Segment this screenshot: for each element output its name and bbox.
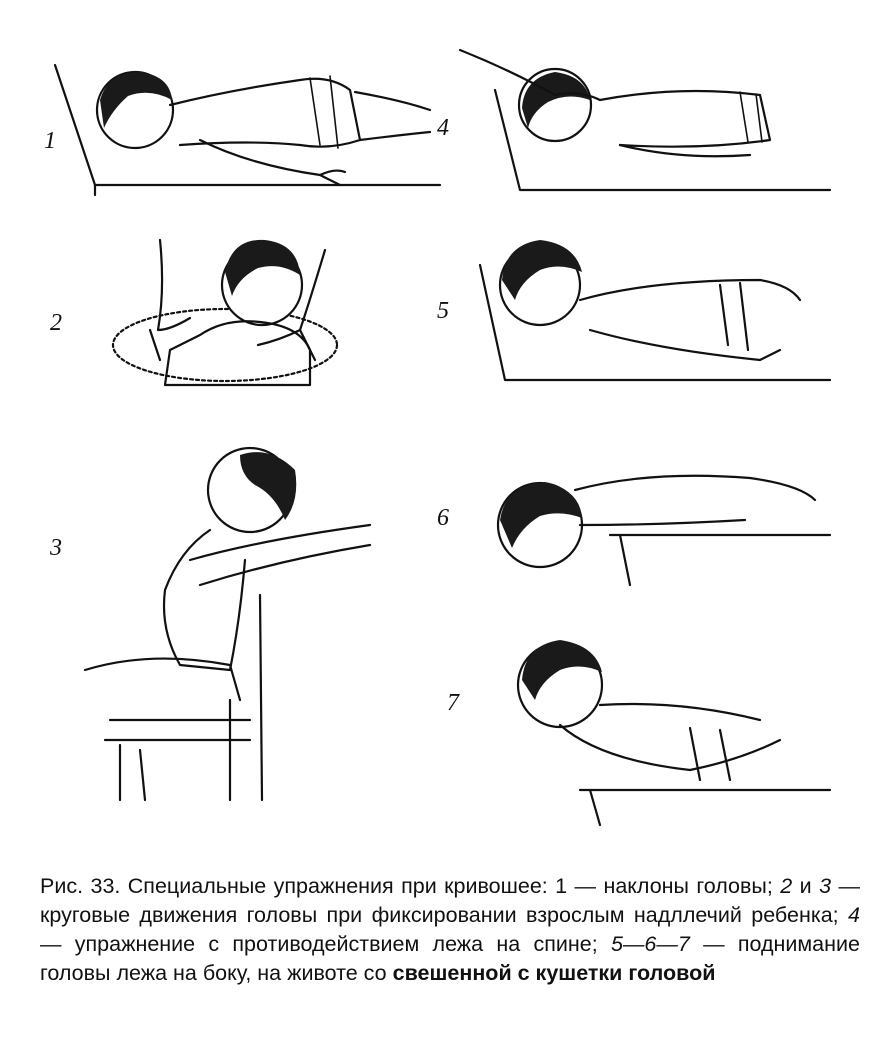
panel-number-6: 6 (437, 505, 449, 531)
panel-2-drawing (50, 240, 337, 385)
panel-number-7: 7 (447, 690, 459, 716)
caption-part2: — круговые движения головы при фиксировании взрослым надллечий ребенка; (40, 874, 860, 927)
caption-part4: — поднимание головы лежа на боку, на животе со (40, 932, 860, 985)
panel-number-4: 4 (437, 115, 449, 141)
caption-bold-end: свешенной с кушетки головой (392, 961, 716, 985)
caption-line1: Рис. 33. Специальные упражнения при кривошее: 1 — наклоны головы; (40, 874, 773, 898)
panel-4-drawing (437, 50, 830, 190)
caption-part3: — упражнение с противодействием лежа на спине; (40, 932, 611, 956)
caption-n3: 3 (819, 874, 832, 898)
panel-number-1: 1 (44, 128, 56, 154)
panel-7-drawing (447, 640, 830, 825)
caption-and: и (792, 874, 820, 898)
panel-number-2: 2 (50, 310, 62, 336)
panel-1-drawing (44, 65, 440, 195)
panel-number-3: 3 (50, 535, 62, 561)
panel-3-drawing (49, 448, 370, 800)
caption-n4: 4 (848, 903, 860, 927)
panel-6-drawing (437, 476, 830, 585)
figure-caption (40, 872, 860, 988)
caption-n567: 5—6—7 (610, 932, 690, 956)
caption-n2: 2 (780, 874, 793, 898)
panel-5-drawing (437, 240, 830, 380)
panel-number-5: 5 (437, 298, 449, 324)
